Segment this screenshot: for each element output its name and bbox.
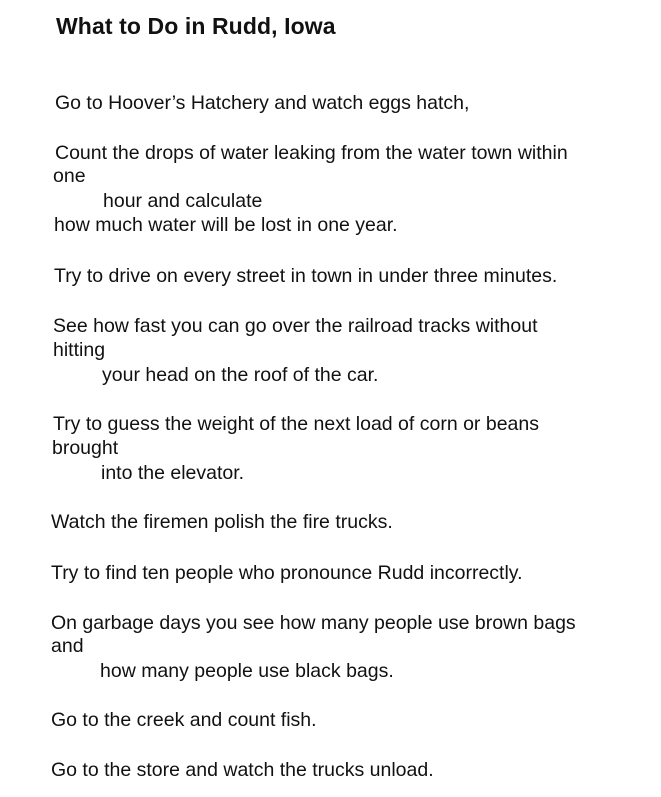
item-railroad-wrap: hitting <box>53 339 106 361</box>
item-firemen: Watch the firemen polish the fire trucks. <box>51 511 393 533</box>
item-guess-weight: Try to guess the weight of the next load of corn or beans <box>53 413 539 435</box>
item-drive-streets: Try to drive on every street in town in under three minutes. <box>54 265 558 287</box>
item-garbage-days-wrap: and <box>51 635 84 657</box>
item-pronounce-rudd: Try to find ten people who pronounce Rudd incorrectly. <box>51 562 523 584</box>
item-store-trucks: Go to the store and watch the trucks unload. <box>51 759 434 781</box>
item-water-drops-wrap: one <box>53 165 86 187</box>
item-water-drops: Count the drops of water leaking from the water town within <box>55 142 568 164</box>
item-railroad: See how fast you can go over the railroad tracks without <box>53 315 538 337</box>
item-creek: Go to the creek and count fish. <box>51 709 317 731</box>
item-railroad-cont: your head on the roof of the car. <box>102 364 379 386</box>
item-hatchery: Go to Hoover’s Hatchery and watch eggs hatch, <box>55 92 470 114</box>
item-garbage-days: On garbage days you see how many people use brown bags <box>51 612 576 634</box>
item-guess-weight-wrap: brought <box>52 437 119 459</box>
item-garbage-days-cont: how many people use black bags. <box>100 660 394 682</box>
item-guess-weight-cont: into the elevator. <box>101 462 245 484</box>
item-water-drops-end: how much water will be lost in one year. <box>54 214 398 236</box>
document-title: What to Do in Rudd, Iowa <box>56 13 336 39</box>
item-water-drops-cont: hour and calculate <box>103 190 263 212</box>
